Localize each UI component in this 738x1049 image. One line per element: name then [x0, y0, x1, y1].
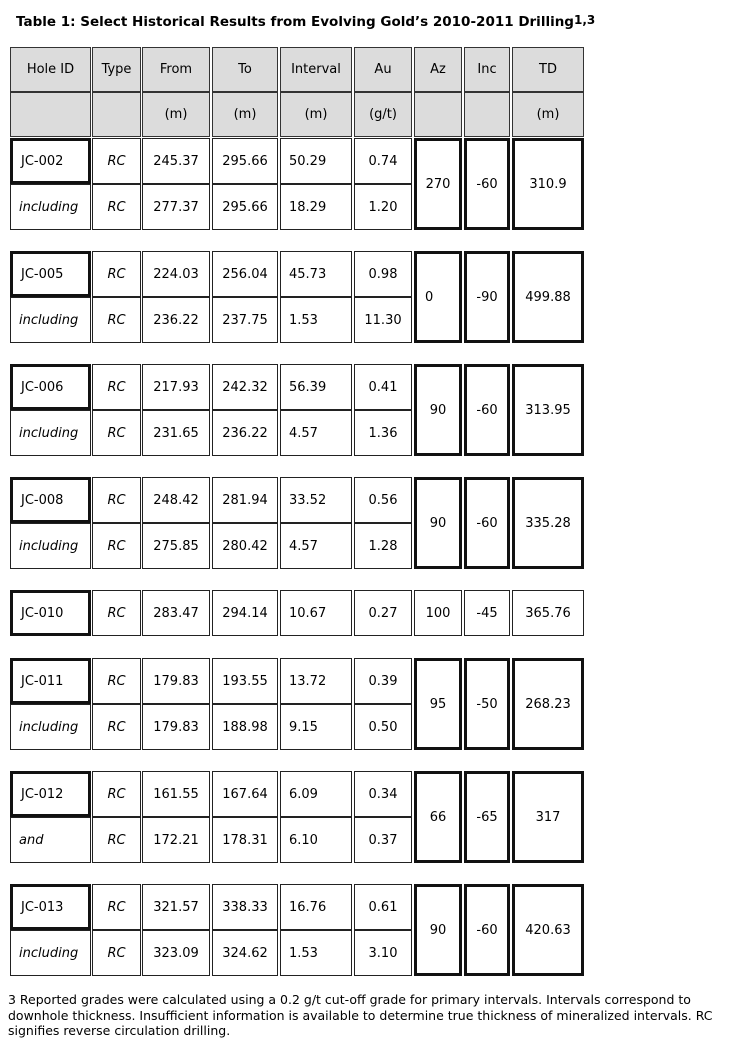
- cell-td: 335.28: [512, 477, 584, 569]
- sub-cell-type: RC: [92, 297, 141, 343]
- sub-cell-to: 237.75: [212, 297, 278, 343]
- header-unit-to: (m): [212, 92, 278, 137]
- hole-id-cell: JC-013: [10, 884, 91, 930]
- sub-cell-au: 0.50: [354, 704, 412, 750]
- cell-td: 310.9: [512, 138, 584, 230]
- header-unit-interval: (m): [280, 92, 352, 137]
- cell-from: 248.42: [142, 477, 210, 523]
- cell-type: RC: [92, 251, 141, 297]
- sub-cell-type: RC: [92, 523, 141, 569]
- cell-au: 0.34: [354, 771, 412, 817]
- table-title-footnote-ref: 1,3: [573, 13, 596, 27]
- cell-type: RC: [92, 658, 141, 704]
- hole-id-cell: JC-002: [10, 138, 91, 184]
- hole-id-cell: JC-005: [10, 251, 91, 297]
- header-unit-td: (m): [512, 92, 584, 137]
- header-td: TD: [512, 47, 584, 92]
- cell-az: 100: [414, 590, 462, 636]
- sub-cell-interval: 1.53: [280, 297, 352, 343]
- cell-from: 179.83: [142, 658, 210, 704]
- cell-inc: -60: [464, 884, 510, 976]
- sub-cell-interval: 4.57: [280, 410, 352, 456]
- header-hole-id: Hole ID: [10, 47, 91, 92]
- sub-cell-from: 236.22: [142, 297, 210, 343]
- header-inc: Inc: [464, 47, 510, 92]
- cell-type: RC: [92, 477, 141, 523]
- cell-from: 161.55: [142, 771, 210, 817]
- cell-from: 245.37: [142, 138, 210, 184]
- cell-from: 217.93: [142, 364, 210, 410]
- sub-cell-au: 11.30: [354, 297, 412, 343]
- sub-interval-label: and: [10, 817, 91, 863]
- cell-au: 0.56: [354, 477, 412, 523]
- sub-cell-interval: 6.10: [280, 817, 352, 863]
- header-type: Type: [92, 47, 141, 92]
- cell-au: 0.41: [354, 364, 412, 410]
- sub-cell-to: 295.66: [212, 184, 278, 230]
- cell-type: RC: [92, 138, 141, 184]
- hole-id-cell: JC-012: [10, 771, 91, 817]
- cell-az: 95: [414, 658, 462, 750]
- cell-az: 0: [414, 251, 462, 343]
- cell-az: 66: [414, 771, 462, 863]
- cell-interval: 10.67: [280, 590, 352, 636]
- sub-cell-interval: 4.57: [280, 523, 352, 569]
- cell-from: 283.47: [142, 590, 210, 636]
- cell-to: 294.14: [212, 590, 278, 636]
- hole-id-cell: JC-010: [10, 590, 91, 636]
- sub-cell-au: 0.37: [354, 817, 412, 863]
- sub-interval-label: including: [10, 704, 91, 750]
- sub-cell-interval: 9.15: [280, 704, 352, 750]
- cell-to: 242.32: [212, 364, 278, 410]
- header-unit-from: (m): [142, 92, 210, 137]
- sub-cell-au: 3.10: [354, 930, 412, 976]
- sub-interval-label: including: [10, 410, 91, 456]
- cell-interval: 16.76: [280, 884, 352, 930]
- cell-to: 193.55: [212, 658, 278, 704]
- cell-type: RC: [92, 771, 141, 817]
- cell-type: RC: [92, 364, 141, 410]
- header-unit-hole-id: [10, 92, 91, 137]
- cell-to: 167.64: [212, 771, 278, 817]
- header-unit-inc: [464, 92, 510, 137]
- sub-cell-type: RC: [92, 410, 141, 456]
- sub-cell-au: 1.36: [354, 410, 412, 456]
- cell-az: 270: [414, 138, 462, 230]
- header-to: To: [212, 47, 278, 92]
- hole-id-cell: JC-006: [10, 364, 91, 410]
- cell-az: 90: [414, 477, 462, 569]
- header-unit-az: [414, 92, 462, 137]
- table-title: [16, 14, 595, 30]
- sub-cell-interval: 18.29: [280, 184, 352, 230]
- cell-au: 0.27: [354, 590, 412, 636]
- sub-cell-type: RC: [92, 930, 141, 976]
- cell-au: 0.98: [354, 251, 412, 297]
- cell-from: 224.03: [142, 251, 210, 297]
- header-unit-type: [92, 92, 141, 137]
- header-az: Az: [414, 47, 462, 92]
- cell-interval: 33.52: [280, 477, 352, 523]
- sub-cell-to: 236.22: [212, 410, 278, 456]
- cell-inc: -60: [464, 477, 510, 569]
- cell-td: 420.63: [512, 884, 584, 976]
- cell-td: 268.23: [512, 658, 584, 750]
- cell-type: RC: [92, 884, 141, 930]
- sub-cell-to: 188.98: [212, 704, 278, 750]
- cell-from: 321.57: [142, 884, 210, 930]
- header-from: From: [142, 47, 210, 92]
- sub-cell-from: 275.85: [142, 523, 210, 569]
- cell-interval: 56.39: [280, 364, 352, 410]
- cell-au: 0.61: [354, 884, 412, 930]
- cell-inc: -60: [464, 364, 510, 456]
- sub-cell-au: 1.20: [354, 184, 412, 230]
- sub-interval-label: including: [10, 523, 91, 569]
- hole-id-cell: JC-011: [10, 658, 91, 704]
- cell-interval: 13.72: [280, 658, 352, 704]
- sub-cell-from: 323.09: [142, 930, 210, 976]
- cell-to: 338.33: [212, 884, 278, 930]
- cell-to: 256.04: [212, 251, 278, 297]
- sub-cell-from: 231.65: [142, 410, 210, 456]
- cell-interval: 50.29: [280, 138, 352, 184]
- sub-cell-type: RC: [92, 704, 141, 750]
- cell-td: 317: [512, 771, 584, 863]
- cell-td: 499.88: [512, 251, 584, 343]
- sub-cell-from: 277.37: [142, 184, 210, 230]
- sub-cell-from: 179.83: [142, 704, 210, 750]
- footnote: 3 Reported grades were calculated using a 0.2 g/t cut-off grade for primary intervals. Intervals correspond to downhole thickness. Insufficient information is available to determine true thickness of mineralized intervals. RC signifies reverse circulation drilling.: [8, 992, 713, 1038]
- cell-inc: -45: [464, 590, 510, 636]
- cell-to: 281.94: [212, 477, 278, 523]
- sub-cell-au: 1.28: [354, 523, 412, 569]
- cell-az: 90: [414, 364, 462, 456]
- sub-cell-to: 324.62: [212, 930, 278, 976]
- cell-to: 295.66: [212, 138, 278, 184]
- header-interval: Interval: [280, 47, 352, 92]
- cell-interval: 45.73: [280, 251, 352, 297]
- header-unit-au: (g/t): [354, 92, 412, 137]
- sub-cell-interval: 1.53: [280, 930, 352, 976]
- sub-cell-from: 172.21: [142, 817, 210, 863]
- sub-interval-label: including: [10, 297, 91, 343]
- sub-cell-to: 280.42: [212, 523, 278, 569]
- cell-au: 0.74: [354, 138, 412, 184]
- table-title-text: Table 1: Select Historical Results from Evolving Gold’s 2010-2011 Drilling: [16, 14, 574, 30]
- cell-td: 313.95: [512, 364, 584, 456]
- cell-inc: -90: [464, 251, 510, 343]
- sub-cell-to: 178.31: [212, 817, 278, 863]
- sub-cell-type: RC: [92, 184, 141, 230]
- hole-id-cell: JC-008: [10, 477, 91, 523]
- cell-type: RC: [92, 590, 141, 636]
- sub-interval-label: including: [10, 184, 91, 230]
- cell-au: 0.39: [354, 658, 412, 704]
- header-au: Au: [354, 47, 412, 92]
- sub-interval-label: including: [10, 930, 91, 976]
- cell-td: 365.76: [512, 590, 584, 636]
- cell-inc: -50: [464, 658, 510, 750]
- sub-cell-type: RC: [92, 817, 141, 863]
- cell-inc: -65: [464, 771, 510, 863]
- cell-az: 90: [414, 884, 462, 976]
- cell-interval: 6.09: [280, 771, 352, 817]
- cell-inc: -60: [464, 138, 510, 230]
